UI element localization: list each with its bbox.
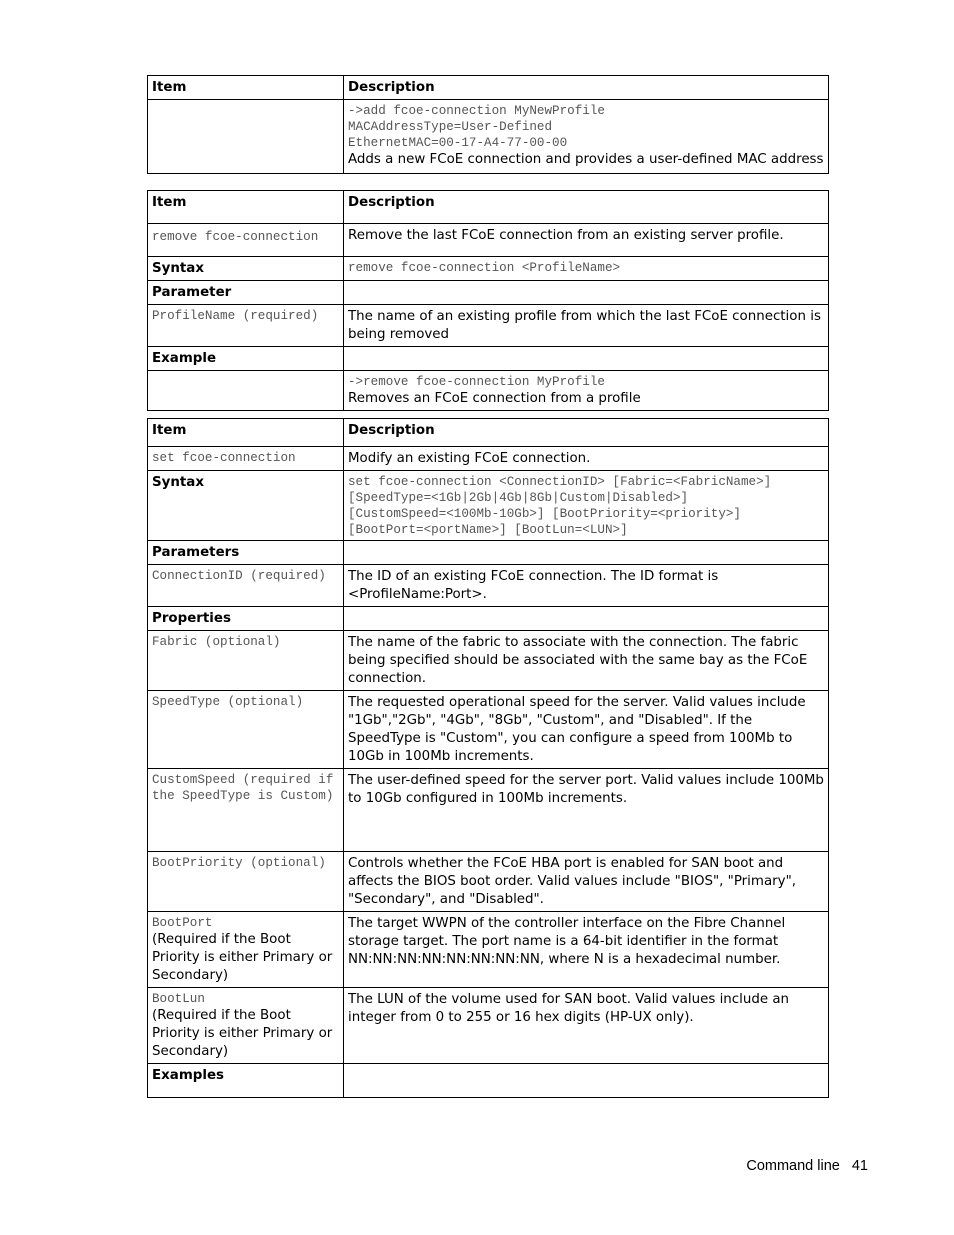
footer-section: Command line xyxy=(746,1158,840,1174)
param-description: The name of an existing profile from which the last FCoE connection is being removed xyxy=(344,305,829,347)
description-header: Description xyxy=(344,191,829,224)
examples-label: Examples xyxy=(148,1064,344,1098)
parameters-label: Parameters xyxy=(148,541,344,565)
syntax-line: set fcoe-connection <ConnectionID> [Fabric=<FabricName>] xyxy=(348,475,772,489)
example-description: Removes an FCoE connection from a profile xyxy=(348,391,641,406)
property-name: Fabric (optional) xyxy=(152,635,281,649)
command-name: set fcoe-connection xyxy=(152,451,296,465)
syntax-line: [CustomSpeed=<100Mb-10Gb>] [BootPriority=<priority>] xyxy=(348,507,741,521)
property-description: The user-defined speed for the server port. Valid values include 100Mb to 10Gb configured in 100Mb increments. xyxy=(344,769,829,852)
remove-fcoe-connection-table xyxy=(147,190,829,411)
command-description: Remove the last FCoE connection from an existing server profile. xyxy=(344,224,829,257)
property-description: The LUN of the volume used for SAN boot. Valid values include an integer from 0 to 255 or 16 hex digits (HP-UX only). xyxy=(344,988,829,1064)
page-footer xyxy=(734,1158,868,1174)
example-code-line: ->add fcoe-connection MyNewProfile xyxy=(348,104,605,118)
add-fcoe-example-table xyxy=(147,75,829,174)
item-header: Item xyxy=(148,76,344,100)
property-name: BootLun xyxy=(152,992,205,1006)
param-name: ProfileName (required) xyxy=(152,309,319,323)
example-description: Adds a new FCoE connection and provides a user-defined MAC address xyxy=(348,152,824,167)
item-header: Item xyxy=(148,419,344,447)
example-code-line: MACAddressType=User-Defined xyxy=(348,120,553,134)
description-header: Description xyxy=(344,419,829,447)
param-name: ConnectionID (required) xyxy=(152,569,326,583)
property-description: The requested operational speed for the server. Valid values include "1Gb","2Gb", "4Gb", "8Gb", "Custom", and "Disabled". If the SpeedType is "Custom", you can configure a speed from 100Mb to 10Gb in 100Mb increments. xyxy=(344,691,829,769)
property-description: Controls whether the FCoE HBA port is enabled for SAN boot and affects the BIOS boot order. Valid values include "BIOS", "Primary", "Secondary", and "Disabled". xyxy=(344,852,829,912)
description-header: Description xyxy=(344,76,829,100)
item-header: Item xyxy=(148,191,344,224)
example-code-line: EthernetMAC=00-17-A4-77-00-00 xyxy=(348,136,568,150)
syntax-line: [BootPort=<portName>] [BootLun=<LUN>] xyxy=(348,523,628,537)
property-name: BootPriority (optional) xyxy=(152,856,326,870)
property-name: SpeedType (optional) xyxy=(152,695,304,709)
syntax-label: Syntax xyxy=(148,471,344,541)
command-name: remove fcoe-connection xyxy=(152,230,319,244)
properties-label: Properties xyxy=(148,607,344,631)
property-note: (Required if the Boot Priority is either Primary or Secondary) xyxy=(152,932,333,983)
syntax-label: Syntax xyxy=(148,257,344,281)
add-example-cell xyxy=(344,100,829,174)
property-description: The name of the fabric to associate with the connection. The fabric being specified should be associated with the same bay as the FCoE connection. xyxy=(344,631,829,691)
command-description: Modify an existing FCoE connection. xyxy=(344,447,829,471)
syntax-line: [SpeedType=<1Gb|2Gb|4Gb|8Gb|Custom|Disabled>] xyxy=(348,491,689,505)
property-note: (Required if the Boot Priority is either Primary or Secondary) xyxy=(152,1008,333,1059)
property-description: The target WWPN of the controller interface on the Fibre Channel storage target. The port name is a 64-bit identifier in the format NN:NN:NN:NN:NN:NN:NN:NN, where N is a hexadecimal number. xyxy=(344,912,829,988)
syntax-text: remove fcoe-connection <ProfileName> xyxy=(348,261,621,275)
property-name: BootPort xyxy=(152,916,213,930)
example-label: Example xyxy=(148,347,344,371)
example-code: ->remove fcoe-connection MyProfile xyxy=(348,375,605,389)
parameter-label: Parameter xyxy=(148,281,344,305)
property-name: CustomSpeed (required if the SpeedType is Custom) xyxy=(152,773,341,803)
param-description: The ID of an existing FCoE connection. The ID format is <ProfileName:Port>. xyxy=(344,565,829,607)
set-fcoe-connection-table xyxy=(147,418,829,1098)
page-number: 41 xyxy=(851,1158,868,1174)
